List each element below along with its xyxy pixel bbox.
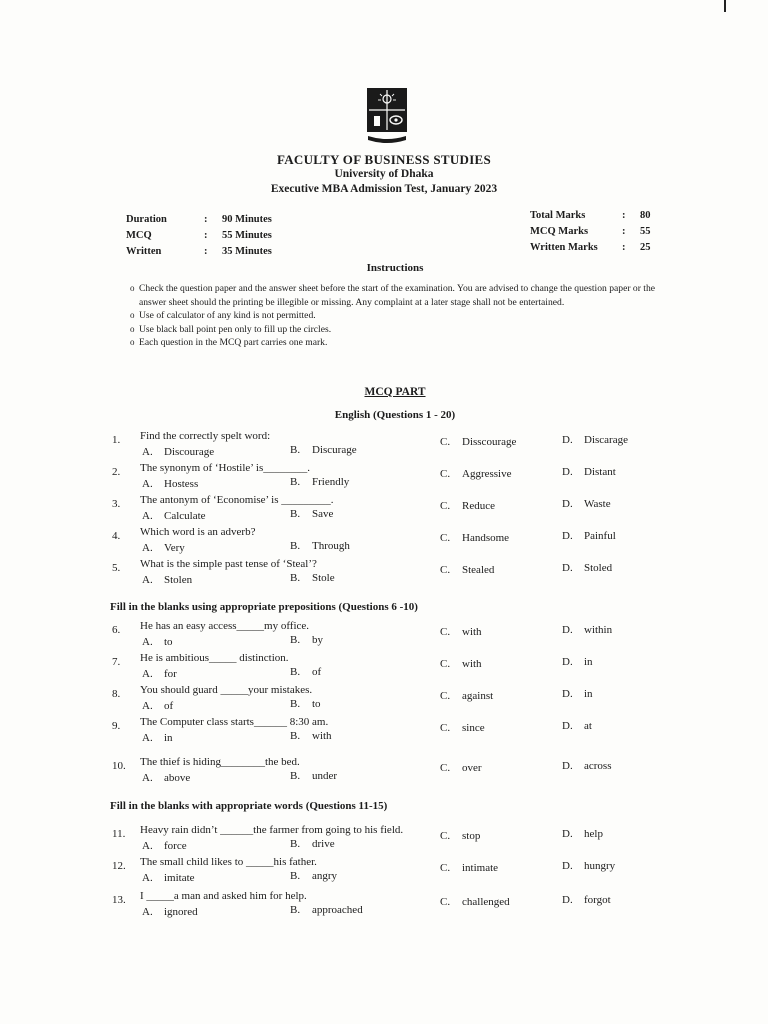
option-letter: C. bbox=[440, 896, 451, 908]
option-letter: B. bbox=[290, 572, 301, 584]
question-stem: The thief is hiding________the bed. bbox=[140, 756, 300, 768]
meta-value: 35 Minutes bbox=[222, 246, 272, 257]
option-b bbox=[290, 870, 337, 882]
option-text: across bbox=[584, 760, 612, 772]
option-text: angry bbox=[312, 870, 338, 882]
option-letter: B. bbox=[290, 444, 301, 456]
option-b bbox=[290, 444, 357, 456]
option-letter: B. bbox=[290, 770, 301, 782]
meta-row-mcq-marks bbox=[530, 226, 651, 242]
option-letter: B. bbox=[290, 730, 301, 742]
option-letter: B. bbox=[290, 698, 301, 710]
option-text: Hostess bbox=[164, 478, 199, 490]
meta-row-total-marks bbox=[530, 210, 651, 226]
option-text: in bbox=[584, 656, 593, 668]
option-text: against bbox=[462, 690, 494, 702]
option-c bbox=[440, 658, 482, 670]
meta-label: Written Marks bbox=[530, 242, 598, 253]
bullet-icon: o bbox=[130, 283, 135, 293]
question-number: 11. bbox=[112, 828, 126, 840]
option-d bbox=[562, 530, 616, 542]
option-a bbox=[142, 840, 187, 852]
option-letter: C. bbox=[440, 532, 451, 544]
option-text: of bbox=[164, 700, 174, 712]
option-a bbox=[142, 478, 198, 490]
option-text: Discurage bbox=[312, 444, 357, 456]
option-d bbox=[562, 828, 603, 840]
option-c bbox=[440, 468, 512, 480]
option-letter: D. bbox=[562, 530, 573, 542]
option-text: drive bbox=[312, 838, 335, 850]
option-text: to bbox=[312, 698, 321, 710]
option-text: hungry bbox=[584, 860, 616, 872]
meta-value: 80 bbox=[640, 210, 651, 221]
option-text: Distant bbox=[584, 466, 616, 478]
option-letter: C. bbox=[440, 830, 451, 842]
meta-value: 55 Minutes bbox=[222, 230, 272, 241]
instruction-text: Each question in the MCQ part carries one mark. bbox=[139, 337, 328, 348]
question-stem: The antonym of ‘Economise’ is _________. bbox=[140, 494, 334, 506]
option-c bbox=[440, 532, 509, 544]
meta-value: 55 bbox=[640, 226, 651, 237]
question-number: 4. bbox=[112, 530, 121, 542]
question-item bbox=[0, 890, 768, 924]
option-a bbox=[142, 668, 177, 680]
option-text: Aggressive bbox=[462, 468, 512, 480]
meta-colon: : bbox=[622, 242, 626, 253]
question-number: 3. bbox=[112, 498, 121, 510]
question-item bbox=[0, 620, 768, 654]
option-letter: D. bbox=[562, 466, 573, 478]
option-letter: D. bbox=[562, 860, 573, 872]
question-number: 7. bbox=[112, 656, 121, 668]
question-item bbox=[0, 494, 768, 528]
option-b bbox=[290, 838, 335, 850]
option-text: Save bbox=[312, 508, 334, 520]
option-letter: D. bbox=[562, 720, 573, 732]
option-letter: A. bbox=[142, 542, 153, 554]
option-letter: B. bbox=[290, 904, 301, 916]
meta-label: Total Marks bbox=[530, 210, 586, 221]
option-c bbox=[440, 690, 493, 702]
option-letter: D. bbox=[562, 760, 573, 772]
option-letter: B. bbox=[290, 540, 301, 552]
option-text: Painful bbox=[584, 530, 616, 542]
option-b bbox=[290, 572, 335, 584]
instructions-list bbox=[130, 282, 660, 350]
option-d bbox=[562, 688, 593, 700]
option-text: of bbox=[312, 666, 322, 678]
option-text: over bbox=[462, 762, 482, 774]
option-a bbox=[142, 542, 185, 554]
question-number: 13. bbox=[112, 894, 126, 906]
option-letter: D. bbox=[562, 624, 573, 636]
instruction-text: Use of calculator of any kind is not permitted. bbox=[139, 310, 316, 321]
question-item bbox=[0, 652, 768, 686]
option-text: forgot bbox=[584, 894, 611, 906]
option-c bbox=[440, 862, 498, 874]
option-letter: D. bbox=[562, 434, 573, 446]
question-stem: He is ambitious_____ distinction. bbox=[140, 652, 289, 664]
question-item bbox=[0, 462, 768, 496]
option-letter: A. bbox=[142, 732, 153, 744]
option-letter: D. bbox=[562, 688, 573, 700]
option-c bbox=[440, 722, 485, 734]
option-letter: C. bbox=[440, 722, 451, 734]
option-letter: C. bbox=[440, 468, 451, 480]
question-number: 2. bbox=[112, 466, 121, 478]
option-letter: A. bbox=[142, 872, 153, 884]
instruction-text: Use black ball point pen only to fill up the circles. bbox=[139, 323, 332, 335]
option-text: approached bbox=[312, 904, 363, 916]
option-letter: B. bbox=[290, 666, 301, 678]
option-text: imitate bbox=[164, 872, 195, 884]
option-d bbox=[562, 894, 611, 906]
option-text: challenged bbox=[462, 896, 510, 908]
option-text: Stealed bbox=[462, 564, 495, 576]
option-c bbox=[440, 500, 495, 512]
option-letter: A. bbox=[142, 668, 153, 680]
option-text: Stoled bbox=[584, 562, 613, 574]
option-text: stop bbox=[462, 830, 481, 842]
option-d bbox=[562, 760, 612, 772]
option-d bbox=[562, 562, 612, 574]
option-text: Handsome bbox=[462, 532, 510, 544]
option-c bbox=[440, 436, 516, 448]
meta-row-mcq bbox=[126, 230, 272, 246]
option-a bbox=[142, 872, 195, 884]
option-letter: C. bbox=[440, 658, 451, 670]
option-letter: C. bbox=[440, 690, 451, 702]
option-text: Stolen bbox=[164, 574, 193, 586]
question-stem: Which word is an adverb? bbox=[140, 526, 256, 538]
option-letter: B. bbox=[290, 870, 301, 882]
option-b bbox=[290, 476, 349, 488]
option-letter: D. bbox=[562, 828, 573, 840]
question-item bbox=[0, 684, 768, 718]
option-b bbox=[290, 730, 332, 742]
option-d bbox=[562, 498, 611, 510]
option-letter: A. bbox=[142, 840, 153, 852]
option-text: Reduce bbox=[462, 500, 495, 512]
question-item bbox=[0, 716, 768, 750]
option-letter: C. bbox=[440, 500, 451, 512]
meta-row-written-marks bbox=[530, 242, 651, 258]
duration-info bbox=[126, 214, 272, 262]
mcq-part-heading: MCQ PART bbox=[364, 386, 426, 398]
question-number: 1. bbox=[112, 434, 121, 446]
question-item bbox=[0, 856, 768, 890]
option-letter: D. bbox=[562, 498, 573, 510]
university-logo-icon bbox=[364, 86, 410, 146]
prepositions-section-heading: Fill in the blanks using appropriate prepositions (Questions 6 -10) bbox=[110, 601, 418, 613]
option-d bbox=[562, 860, 615, 872]
option-text: Friendly bbox=[312, 476, 350, 488]
marks-info bbox=[530, 210, 651, 258]
option-letter: B. bbox=[290, 838, 301, 850]
option-letter: A. bbox=[142, 906, 153, 918]
option-d bbox=[562, 624, 612, 636]
instruction-item bbox=[130, 309, 660, 323]
question-item bbox=[0, 526, 768, 560]
question-stem: He has an easy access_____my office. bbox=[140, 620, 310, 632]
option-letter: B. bbox=[290, 634, 301, 646]
option-text: in bbox=[584, 688, 593, 700]
option-text: Disscourage bbox=[462, 436, 517, 448]
option-letter: C. bbox=[440, 626, 451, 638]
option-letter: C. bbox=[440, 436, 451, 448]
question-number: 9. bbox=[112, 720, 121, 732]
meta-label: Duration bbox=[126, 214, 167, 225]
option-letter: A. bbox=[142, 772, 153, 784]
option-text: since bbox=[462, 722, 485, 734]
question-item bbox=[0, 824, 768, 858]
question-stem: The small child likes to _____his father. bbox=[140, 856, 317, 868]
meta-label: Written bbox=[126, 246, 162, 257]
meta-colon: : bbox=[204, 246, 208, 257]
question-item bbox=[0, 756, 768, 790]
option-a bbox=[142, 700, 173, 712]
option-a bbox=[142, 510, 206, 522]
option-letter: D. bbox=[562, 656, 573, 668]
question-item bbox=[0, 558, 768, 592]
question-stem: Find the correctly spelt word: bbox=[140, 430, 271, 442]
option-b bbox=[290, 904, 363, 916]
option-text: with bbox=[312, 730, 332, 742]
option-letter: A. bbox=[142, 446, 153, 458]
option-d bbox=[562, 720, 592, 732]
corner-mark bbox=[724, 0, 726, 12]
option-letter: A. bbox=[142, 700, 153, 712]
meta-value: 25 bbox=[640, 242, 651, 253]
option-letter: C. bbox=[440, 762, 451, 774]
instructions-heading: Instructions bbox=[366, 262, 424, 274]
option-text: intimate bbox=[462, 862, 499, 874]
option-text: to bbox=[164, 636, 173, 648]
question-number: 10. bbox=[112, 760, 126, 772]
meta-colon: : bbox=[622, 210, 626, 221]
option-letter: D. bbox=[562, 894, 573, 906]
instruction-item bbox=[130, 282, 660, 309]
option-text: Very bbox=[164, 542, 185, 554]
bullet-icon: o bbox=[130, 323, 135, 334]
option-text: for bbox=[164, 668, 177, 680]
exam-title: Executive MBA Admission Test, January 2023 bbox=[270, 183, 498, 195]
meta-colon: : bbox=[204, 230, 208, 241]
option-letter: A. bbox=[142, 510, 153, 522]
option-text: above bbox=[164, 772, 191, 784]
option-c bbox=[440, 762, 482, 774]
meta-value: 90 Minutes bbox=[222, 214, 272, 225]
option-text: ignored bbox=[164, 906, 198, 918]
option-a bbox=[142, 732, 173, 744]
option-b bbox=[290, 634, 323, 646]
instruction-text: Check the question paper and the answer sheet before the start of the examination. You are advised to change the question paper or the answer sheet should the printing be illegible or missing. Any complaint at a later stage shall not be entertained. bbox=[139, 283, 656, 308]
option-letter: D. bbox=[562, 562, 573, 574]
option-letter: B. bbox=[290, 508, 301, 520]
option-letter: A. bbox=[142, 574, 153, 586]
question-stem: You should guard _____your mistakes. bbox=[140, 684, 313, 696]
option-a bbox=[142, 446, 214, 458]
option-text: with bbox=[462, 658, 482, 670]
option-text: help bbox=[584, 828, 603, 840]
option-text: Through bbox=[312, 540, 350, 552]
option-text: Waste bbox=[584, 498, 611, 510]
question-number: 5. bbox=[112, 562, 121, 574]
meta-colon: : bbox=[622, 226, 626, 237]
question-number: 6. bbox=[112, 624, 121, 636]
option-letter: B. bbox=[290, 476, 301, 488]
meta-row-duration bbox=[126, 214, 272, 230]
faculty-title: FACULTY OF BUSINESS STUDIES bbox=[276, 152, 492, 167]
option-text: by bbox=[312, 634, 323, 646]
option-text: force bbox=[164, 840, 187, 852]
question-stem: What is the simple past tense of ‘Steal’? bbox=[140, 558, 317, 570]
option-b bbox=[290, 698, 321, 710]
option-c bbox=[440, 626, 482, 638]
question-stem: The Computer class starts______ 8:30 am. bbox=[140, 716, 329, 728]
option-a bbox=[142, 574, 192, 586]
option-d bbox=[562, 656, 593, 668]
instruction-item bbox=[130, 336, 660, 350]
meta-colon: : bbox=[204, 214, 208, 225]
meta-label: MCQ bbox=[126, 230, 152, 241]
question-stem: The synonym of ‘Hostile’ is________. bbox=[140, 462, 310, 474]
option-a bbox=[142, 772, 190, 784]
option-text: in bbox=[164, 732, 173, 744]
option-letter: A. bbox=[142, 636, 153, 648]
question-number: 12. bbox=[112, 860, 126, 872]
option-text: Calculate bbox=[164, 510, 206, 522]
option-c bbox=[440, 830, 480, 842]
instruction-item bbox=[130, 323, 660, 337]
bullet-icon: o bbox=[130, 310, 135, 320]
option-text: at bbox=[584, 720, 592, 732]
meta-row-written bbox=[126, 246, 272, 262]
option-b bbox=[290, 666, 321, 678]
option-text: Discarage bbox=[584, 434, 628, 446]
question-item bbox=[0, 430, 768, 464]
option-d bbox=[562, 434, 628, 446]
option-text: Discourage bbox=[164, 446, 215, 458]
option-a bbox=[142, 906, 198, 918]
option-letter: C. bbox=[440, 564, 451, 576]
question-number: 8. bbox=[112, 688, 121, 700]
words-section-heading: Fill in the blanks with appropriate words (Questions 11-15) bbox=[110, 800, 388, 812]
university-name: University of Dhaka bbox=[334, 168, 434, 180]
option-d bbox=[562, 466, 616, 478]
option-b bbox=[290, 540, 350, 552]
option-c bbox=[440, 564, 494, 576]
option-letter: A. bbox=[142, 478, 153, 490]
option-text: with bbox=[462, 626, 482, 638]
option-b bbox=[290, 508, 333, 520]
option-text: under bbox=[312, 770, 338, 782]
option-text: Stole bbox=[312, 572, 335, 584]
english-section-heading: English (Questions 1 - 20) bbox=[334, 409, 456, 421]
option-c bbox=[440, 896, 510, 908]
question-stem: Heavy rain didn’t ______the farmer from going to his field. bbox=[140, 824, 404, 836]
option-a bbox=[142, 636, 173, 648]
question-stem: I _____a man and asked him for help. bbox=[140, 890, 307, 902]
option-text: within bbox=[584, 624, 613, 636]
option-b bbox=[290, 770, 337, 782]
bullet-icon: o bbox=[130, 337, 135, 347]
meta-label: MCQ Marks bbox=[530, 226, 589, 237]
option-letter: C. bbox=[440, 862, 451, 874]
